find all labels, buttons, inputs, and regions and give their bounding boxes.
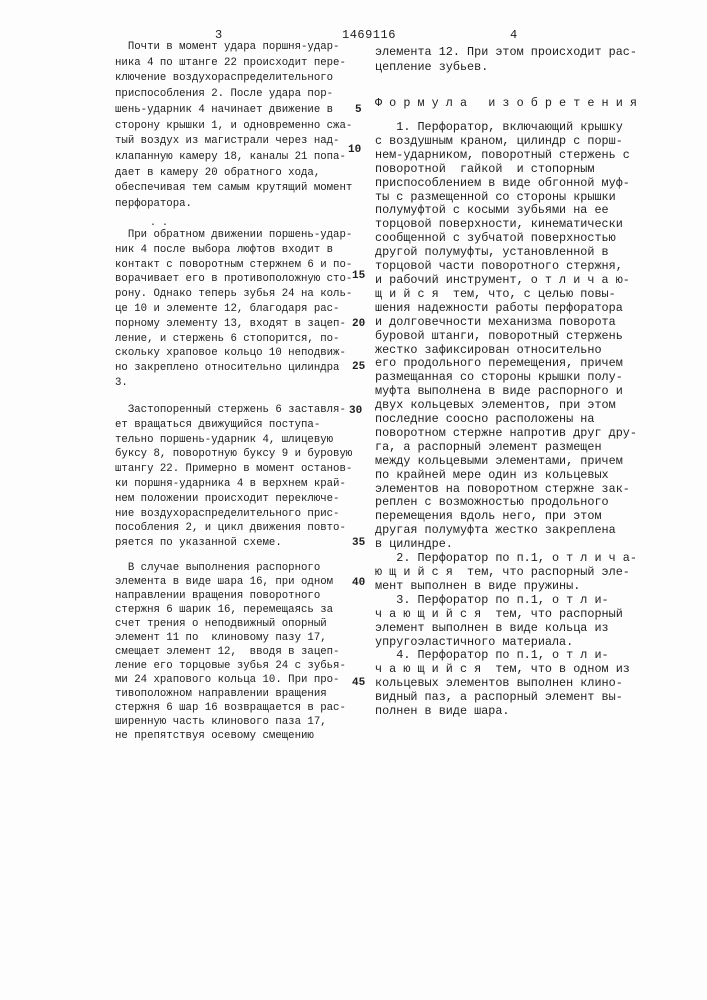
claims-heading: Ф о р м у л а и з о б р е т е н и я [375, 96, 637, 110]
line-number: 15 [352, 270, 365, 282]
line-number: 35 [352, 537, 365, 549]
line-number: 10 [348, 144, 361, 156]
left-paragraph-3: Застопоренный стержень 6 заставля- ет вращаться движущийся поступа- тельно поршень-ударник 4, шлицевую буксу 8, поворотную буксу 9 и буровую штангу 22. Примерно в момент останов- ки поршня-ударника 4 в верхнем край- нем положении происходит переключе- ние воздухораспределительного прис- пособления 2, и цикл движения повто- ряется по указанной схеме. [115, 403, 352, 551]
left-paragraph-1: Почти в момент удара поршня-удар- ника 4 по штанге 22 происходит пере- ключение воздухораспределительного приспособления 2. После удара пор- шень-ударник 4 начинает движение в сторону крышки 1, и одновременно сжа- тый воздух из магистрали через над- клапанную камеру 18, каналы 21 попа- дает в камеру 20 обратного хода, обеспечивая тем самым крутящий момент перфоратора. [115, 40, 352, 213]
line-number: 40 [352, 577, 365, 589]
line-number: 20 [352, 318, 365, 330]
page-number-left: 3 [215, 28, 222, 42]
page-number-right: 4 [510, 28, 517, 42]
line-number: 5 [355, 104, 362, 116]
line-number: 25 [352, 361, 365, 373]
left-paragraph-4: В случае выполнения распорного элемента в виде шара 16, при одном направлении вращения поворотного стержня 6 шарик 16, перемещаясь за счет трения о неподвижный опорный элемент 11 по клиновому пазу 17, смещает элемент 12, вводя в зацеп- ление его торцовые зубья 24 с зубья- ми 24 храпового кольца 10. При про- тивоположном направлении вращения стержня 6 шар 16 возвращается в рас- ширенную часть клинового паза 17, не препятствуя осевому смещению [115, 561, 346, 743]
scan-dots: . . [150, 218, 168, 229]
left-paragraph-2: При обратном движении поршень-удар- ник 4 после выбора люфтов входит в контакт с поворотным стержнем 6 и по- ворачивает его в противоположную сто- рону. Однако теперь зубья 24 на коль- це 10 и элементе 12, благодаря рас- порному элементу 13, входят в зацеп- ление, и стержень 6 стопорится, по- скольку храповое кольцо 10 неподвиж- но закреплено относительно цилиндра 3. [115, 228, 352, 391]
line-number: 45 [352, 677, 365, 689]
line-number: 30 [349, 405, 362, 417]
right-paragraph-1: элемента 12. При этом происходит рас- цепление зубьев. [375, 45, 637, 75]
patent-number: 1469116 [342, 28, 396, 42]
claims-text: 1. Перфоратор, включающий крышку с воздушным краном, цилиндр с порш- нем-ударником, поворотный стержень с поворотной гайкой и стопорным приспособлением в виде обгонной муф- ты с размещенной со стороны крышки полумуфтой с косыми зубьями на ее торцовой поверхности, кинематически сообщенной с зубчатой поверхностью другой полумуфты, установленной в торцовой части поворотного стержня, и рабочий инструмент, о т л и ч а ю- щ и й с я тем, что, с целью повы- шения надежности работы перфоратора и долговечности механизма поворота буровой штанги, поворотный стержень жестко зафиксирован относительно его продольного перемещения, причем размещанная со стороны крышки полу- муфта выполнена в виде распорного и двух кольцевых элементов, при этом последние соосно расположены на поворотном стержне напротив друг дру- га, а распорный элемент размещен между кольцевыми элементами, причем по крайней мере один из кольцевых элементов на поворотном стержне зак- реплен с возможностью продольного перемещения вдоль него, при этом другая полумуфта жестко закреплена в цилиндре. 2. Перфоратор по п.1, о т л и ч а- ю щ и й с я тем, что распорный эле- мент выполнен в виде пружины. 3. Перфоратор по п.1, о т л и- ч а ю щ и й с я тем, что распорный элемент выполнен в виде кольца из упругоэластичного материала. 4. Перфоратор по п.1, о т л и- ч а ю щ и й с я тем, что в одном из кольцевых элементов выполнен клино- видный паз, а распорный элемент вы- полнен в виде шара. [375, 121, 637, 719]
